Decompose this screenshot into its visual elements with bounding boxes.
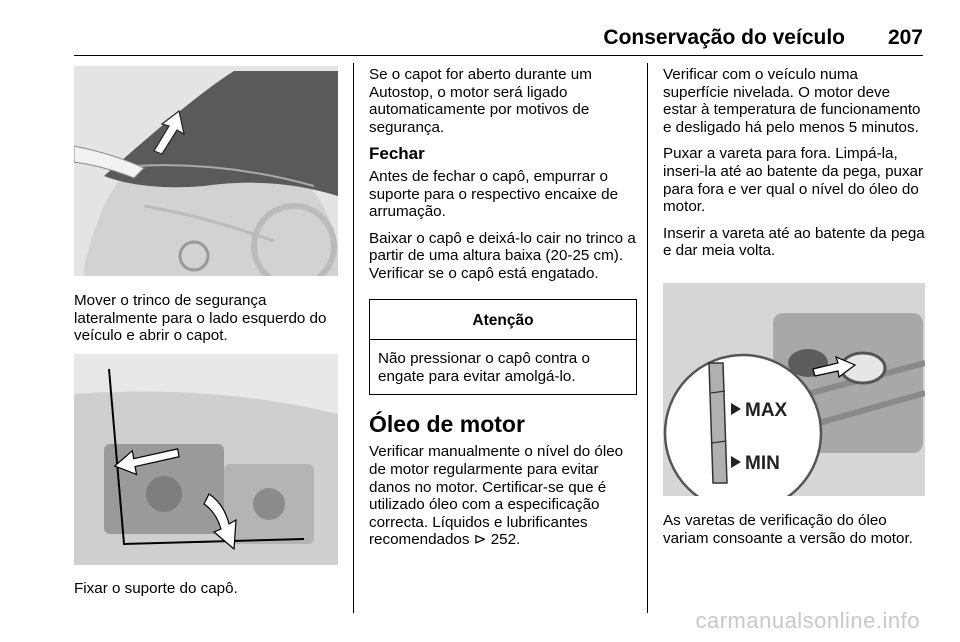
page-reference-link[interactable]: 252. [490, 531, 521, 549]
running-title: Conservação do veículo [603, 26, 845, 49]
page-number: 207 [887, 26, 923, 49]
watermark: carmanualsonline.info [695, 608, 920, 633]
dipstick-insert-paragraph: Inserir a vareta até ao batente da pega e dar meia volta. [663, 224, 925, 260]
engine-oil-text: Verificar manualmente o nível do óleo de motor regularmente para evitar danos no motor. Certificar-se que é utilizado óleo com a especificação correcta. Líquidos e lubrificantes recomendados [369, 443, 624, 549]
caption-hood-support: Fixar o suporte do capô. [74, 580, 238, 597]
heading-close: Fechar [369, 144, 425, 164]
column-1-caption-2 [74, 580, 340, 607]
column-2 [369, 66, 637, 558]
header-rule [74, 55, 923, 56]
page-reference-icon: ⊳ [473, 531, 487, 549]
level-check-paragraph: Verificar com o veículo numa superfície nivelada. O motor deve estar à temperatura de funcionamento e desligado há pelo menos 5 minutos. [663, 66, 921, 136]
close-paragraph-2: Baixar o capô e deixá-lo cair no trinco a partir de uma altura baixa (20-25 cm). Verificar se o capô está engatado. [369, 229, 636, 282]
column-3-text [663, 66, 925, 269]
column-divider-1 [353, 63, 354, 613]
hood-open-illustration [74, 66, 338, 276]
column-3-caption [663, 512, 925, 556]
column-divider-2 [647, 63, 648, 613]
caution-box [369, 299, 637, 396]
close-paragraph-1: Antes de fechar o capô, empurrar o suporte para o respectivo encaixe de arrumação. [369, 167, 619, 221]
dipstick-max-label: MAX [745, 400, 788, 421]
dipstick-illustration [663, 283, 925, 496]
engine-oil-paragraph [369, 443, 637, 549]
heading-engine-oil: Óleo de motor [369, 411, 525, 438]
page-header [0, 26, 923, 52]
autostop-paragraph: Se o capot for aberto durante um Autostop, o motor será ligado automaticamente por motivos de segurança. [369, 66, 592, 136]
caption-dipstick: As varetas de verificação do óleo variam consoante a versão do motor. [663, 512, 913, 547]
caution-text: Não pressionar o capô contra o engate para evitar amolgá-lo. [378, 350, 590, 385]
caption-hood-release: Mover o trinco de segurança lateralmente para o lado esquerdo do veículo e abrir o capot. [74, 292, 327, 345]
hood-support-illustration [74, 354, 338, 565]
caution-title: Atenção [370, 300, 636, 341]
dipstick-min-label: MIN [745, 453, 780, 474]
dipstick-pull-paragraph: Puxar a vareta para fora. Limpá-la, inseri-la até ao batente da pega, puxar para fora e ver qual o nível do óleo do motor. [663, 145, 924, 216]
column-1-caption-1 [74, 292, 340, 354]
